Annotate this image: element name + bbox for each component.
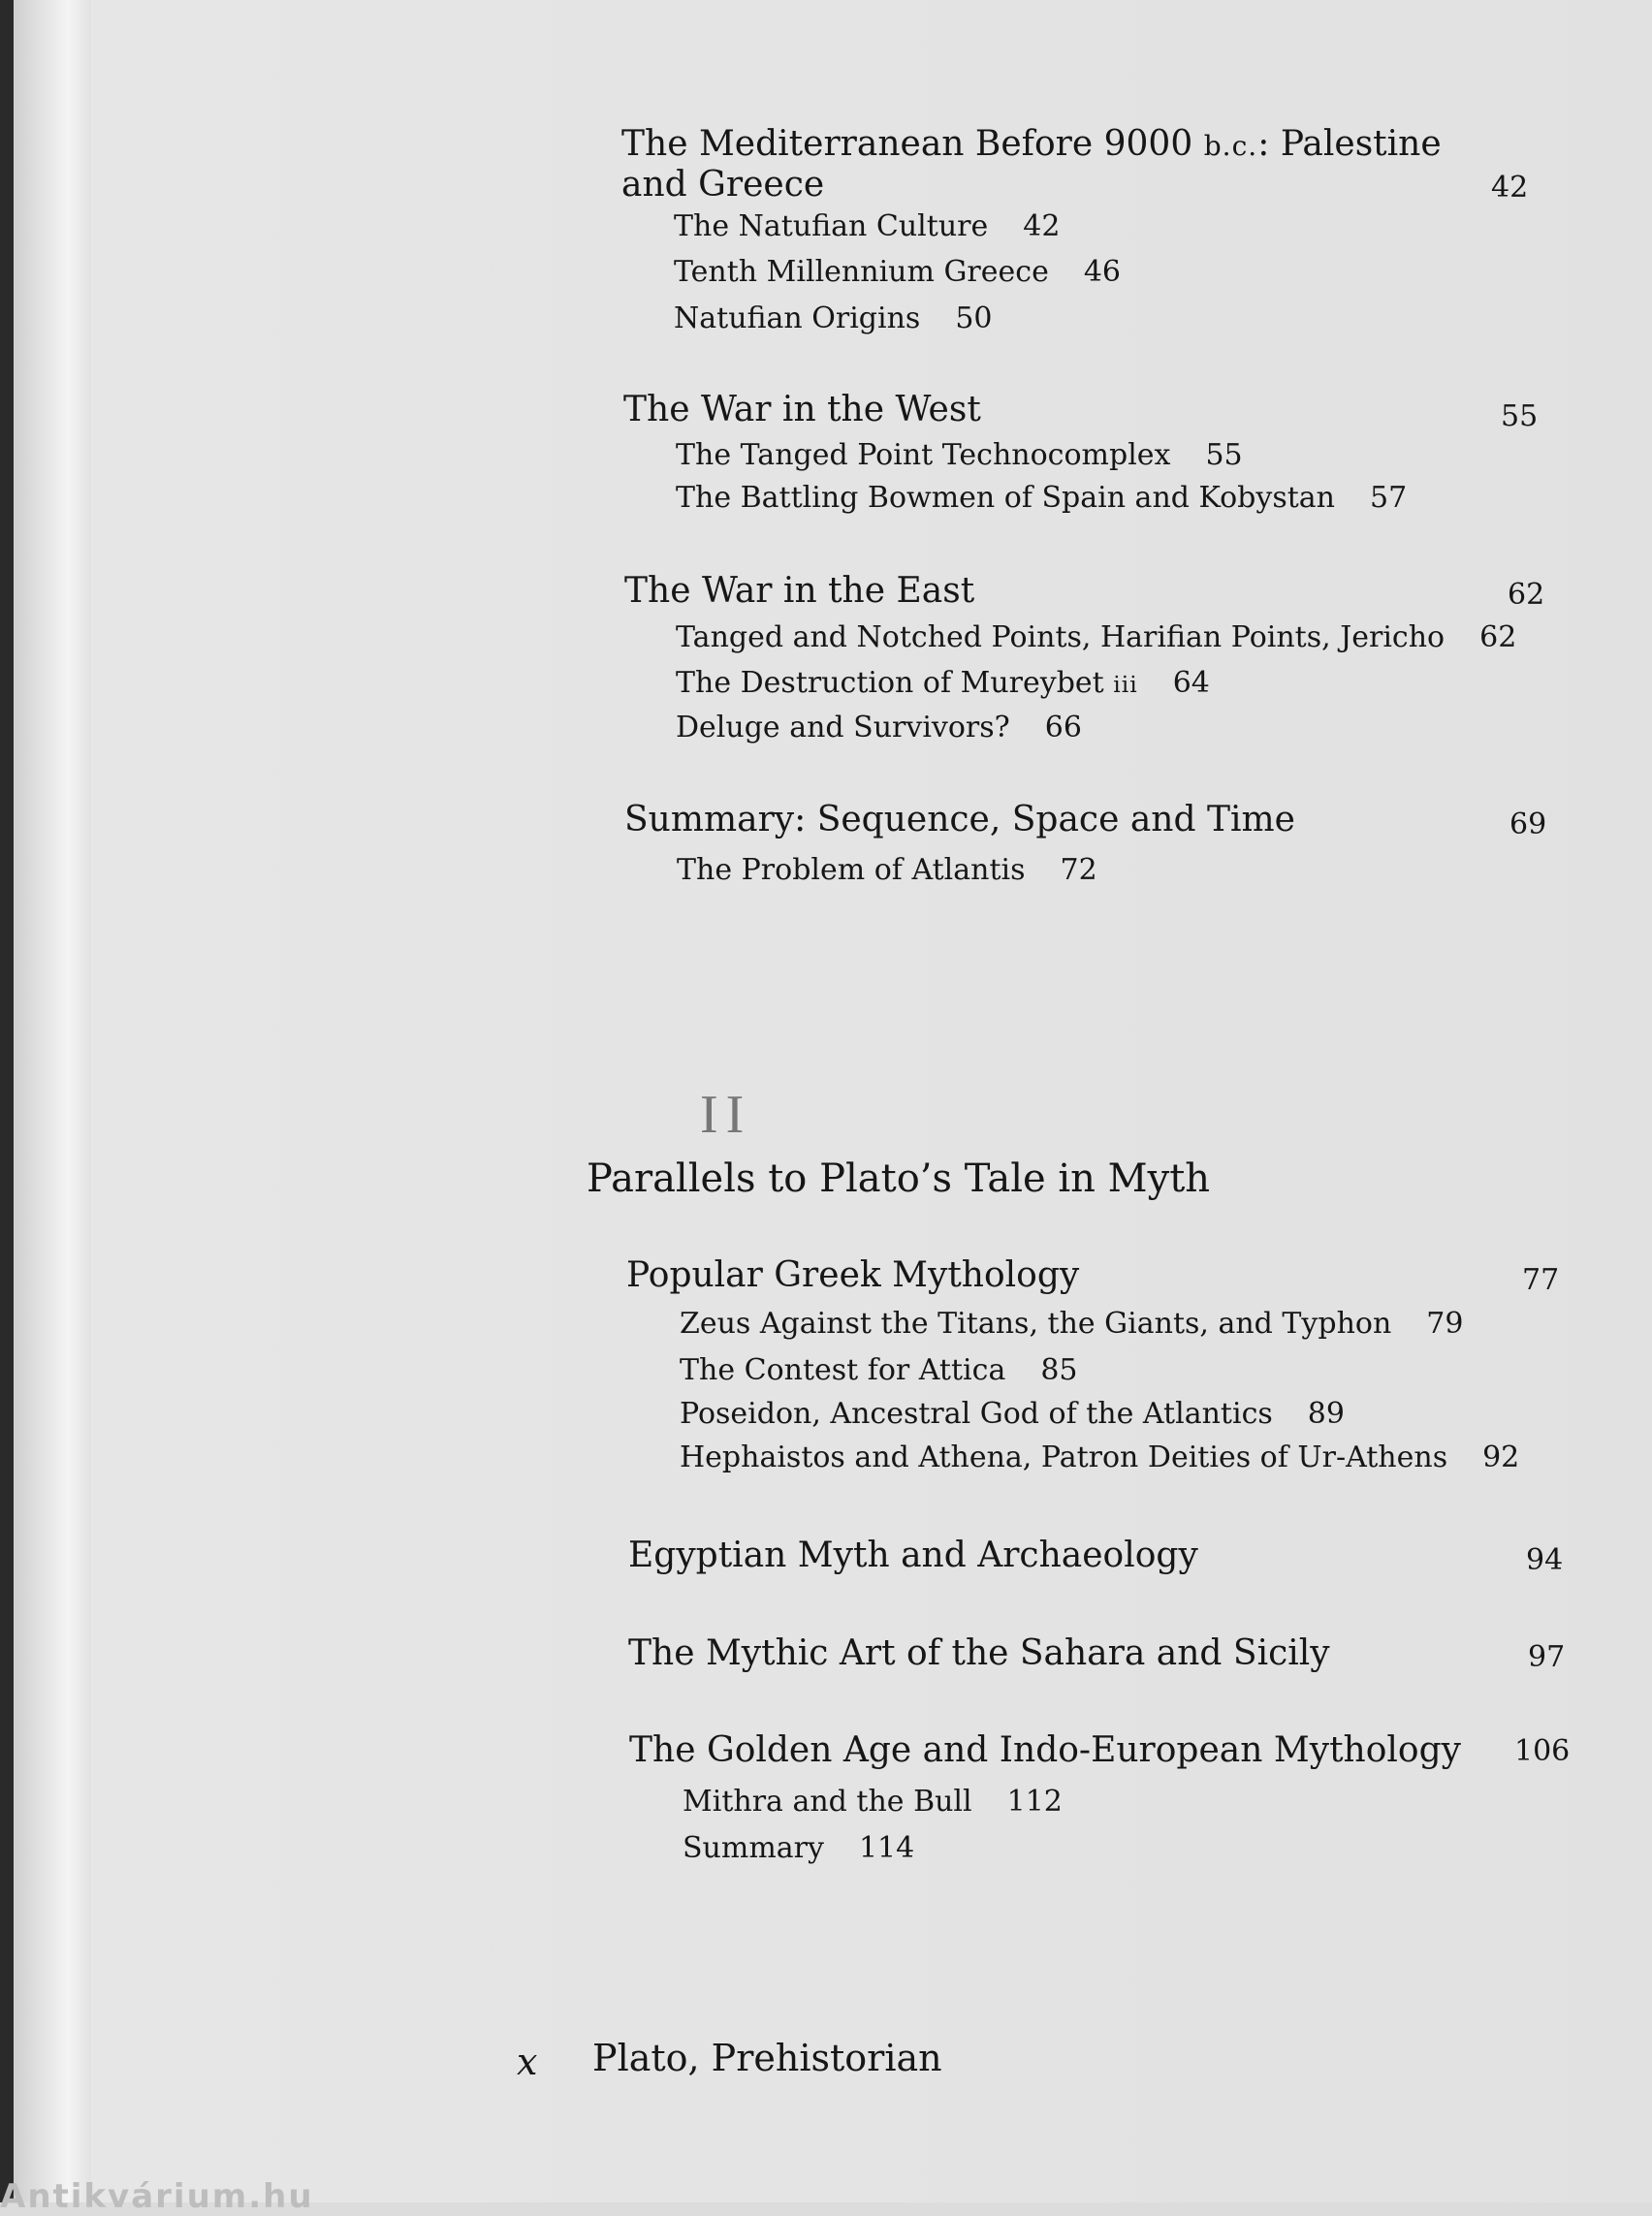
- toc-page-number: 62: [1508, 578, 1545, 612]
- running-head: Plato, Prehistorian: [592, 2037, 942, 2079]
- toc-subentry: The Battling Bowmen of Spain and Kobystan 57: [676, 481, 1408, 515]
- toc-subentry: Natufian Origins 50: [674, 301, 993, 335]
- toc-heading-egyptian-myth: Egyptian Myth and Archaeology: [628, 1535, 1198, 1575]
- toc-subentry: The Destruction of Mureybet iii 64: [676, 666, 1210, 700]
- toc-subentry: The Contest for Attica 85: [680, 1353, 1078, 1387]
- toc-heading-summary: Summary: Sequence, Space and Time: [624, 800, 1295, 839]
- toc-page-number: 42: [1491, 171, 1529, 205]
- watermark: Antikvárium.hu: [0, 2177, 314, 2216]
- page-edges: [14, 0, 91, 2202]
- toc-heading-mythic-art: The Mythic Art of the Sahara and Sicily: [628, 1633, 1330, 1673]
- toc-subentry: Zeus Against the Titans, the Giants, and Typhon 79: [680, 1307, 1464, 1341]
- toc-subentry: Tanged and Notched Points, Harifian Points, Jericho 62: [676, 620, 1517, 654]
- page-folio: x: [517, 2041, 538, 2083]
- toc-page-number: 77: [1522, 1263, 1560, 1297]
- toc-heading-war-west: The War in the West: [623, 390, 981, 429]
- toc-page-number: 106: [1514, 1734, 1571, 1768]
- toc-page-number: 97: [1528, 1640, 1566, 1674]
- toc-page-number: 94: [1526, 1543, 1564, 1577]
- toc-subentry: Hephaistos and Athena, Patron Deities of Ur-Athens 92: [680, 1440, 1520, 1474]
- toc-page-number: 55: [1501, 399, 1539, 433]
- toc-heading-greek-mythology: Popular Greek Mythology: [626, 1255, 1080, 1295]
- toc-subentry: The Tanged Point Technocomplex 55: [676, 438, 1243, 472]
- toc-subentry: Mithra and the Bull 112: [683, 1785, 1063, 1819]
- toc-subentry: Poseidon, Ancestral God of the Atlantics 89: [680, 1397, 1345, 1431]
- toc-subentry: Tenth Millennium Greece 46: [674, 255, 1122, 289]
- part-title: Parallels to Plato’s Tale in Myth: [587, 1156, 1211, 1201]
- part-numeral: II: [700, 1085, 752, 1145]
- toc-heading-mediterranean: The Mediterranean Before 9000 b.c.: Palestine: [621, 124, 1442, 164]
- toc-subentry: Summary 114: [683, 1831, 915, 1865]
- toc-heading-golden-age: The Golden Age and Indo-European Mythology: [629, 1730, 1461, 1770]
- toc-subentry: The Problem of Atlantis 72: [677, 853, 1097, 887]
- toc-heading-war-east: The War in the East: [624, 571, 975, 611]
- toc-heading-mediterranean-line2: and Greece: [621, 165, 825, 205]
- toc-page-number: 69: [1509, 807, 1547, 841]
- book-spine-shadow: [0, 0, 14, 2202]
- toc-subentry: Deluge and Survivors? 66: [676, 711, 1082, 744]
- toc-subentry: The Natufian Culture 42: [674, 209, 1061, 243]
